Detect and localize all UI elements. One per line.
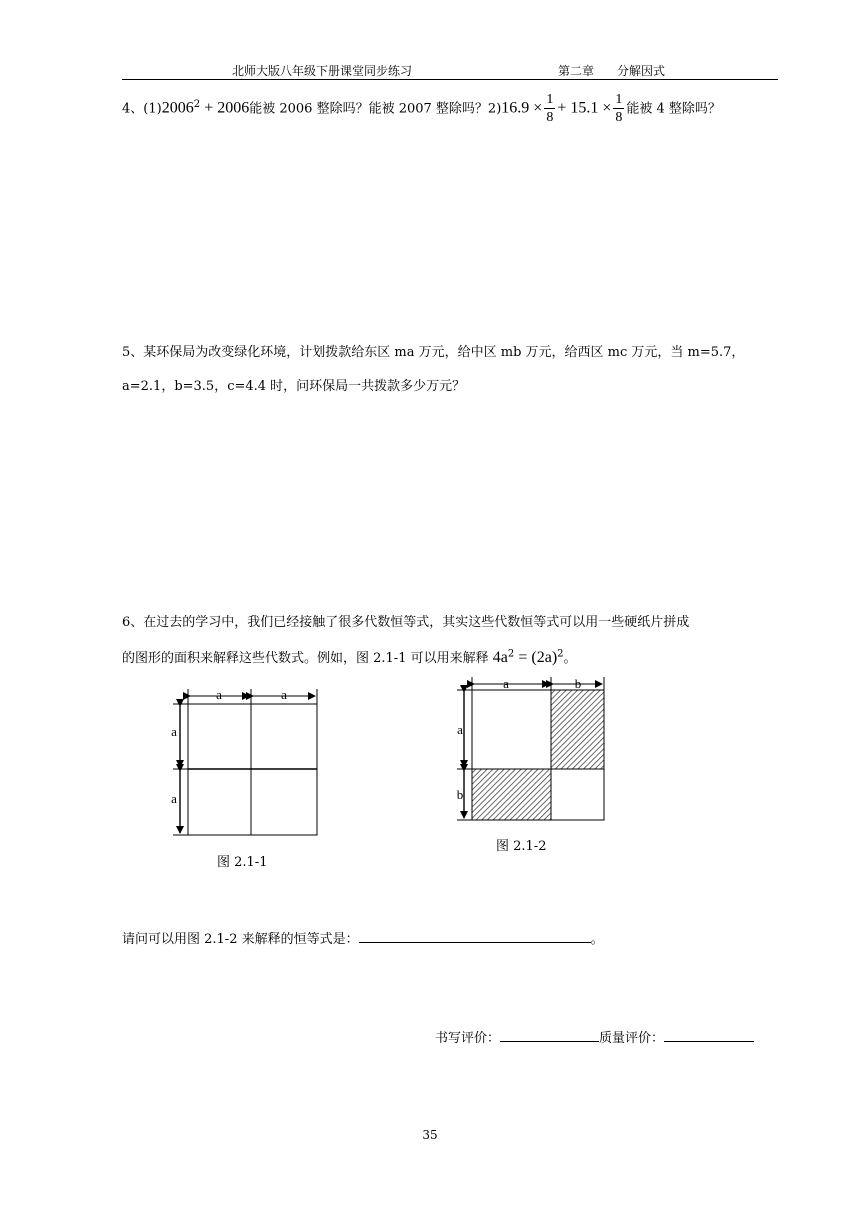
q6-line2-text: 的图形的面积来解释这些代数式。例如，图 2.1-1 可以用来解释: [122, 651, 489, 666]
q6-formula-lhs: 4a: [492, 649, 508, 666]
fig1-side-label-1: a: [171, 724, 177, 739]
header-title: 北师大版八年级下册课堂同步练习: [232, 64, 413, 78]
fig2-top-label-a: a: [503, 676, 509, 691]
fig1-top-label-2: a: [281, 687, 287, 702]
header-topic: 分解因式: [617, 64, 666, 78]
fig1-side-label-2: a: [171, 791, 177, 806]
writing-eval-label: 书写评价：: [435, 1031, 501, 1046]
q4-expr2-b: + 15.1 ×: [557, 99, 612, 117]
fig2-caption: 图 2.1-2: [496, 839, 547, 854]
q4-expr1-exp: 2: [193, 99, 201, 110]
fig2-hatched-rect-bottom-left: [472, 769, 551, 820]
q4-prefix: 4、(1): [122, 101, 162, 117]
header-chapter: 第二章: [558, 64, 595, 78]
q6-line2: [122, 647, 577, 667]
identity-question-text: 请问可以用图 2.1-2 来解释的恒等式是：: [122, 932, 359, 947]
evaluation-row: [435, 1027, 754, 1046]
q4-text1: 能被 2006 整除吗？能被 2007 整除吗？2): [249, 101, 502, 117]
page-number: 35: [422, 1128, 438, 1142]
question-4: [122, 88, 721, 126]
q6-formula-rhs-exp: 2: [557, 648, 564, 660]
q4-expr1-base: 2006: [161, 99, 194, 117]
figure-2-1-2: [448, 672, 613, 827]
header-rule: [122, 79, 778, 80]
q4-expr2-a: 16.9 ×: [501, 99, 543, 117]
q4-expr1-rest: + 2006: [204, 99, 250, 117]
fig1-top-label-1: a: [216, 687, 222, 702]
q6-formula-rhs: = (2a): [518, 649, 558, 666]
fig1-caption: 图 2.1-1: [217, 855, 268, 870]
writing-eval-blank[interactable]: [500, 1031, 599, 1042]
quality-eval-blank[interactable]: [664, 1031, 754, 1042]
fig2-top-label-b: b: [574, 676, 582, 691]
q4-fraction-1: $\frac{1}{8}$: [546, 92, 554, 126]
q6-formula-lhs-exp: 2: [507, 648, 515, 660]
q5-line2: a=2.1，b=3.5，c=4.4 时，问环保局一共拨款多少万元？: [122, 379, 466, 394]
q4-text2: 能被 4 整除吗？: [626, 101, 721, 117]
fig2-side-label-a: a: [457, 722, 463, 737]
quality-eval-label: 质量评价：: [599, 1031, 665, 1046]
fig2-side-label-b: b: [456, 787, 464, 802]
q5-line1: 5、某环保局为改变绿化环境，计划拨款给东区 ma 万元，给中区 mb 万元，给西区 mc 万元，当 m=5.7，: [122, 345, 745, 360]
q4-fraction-2: $\frac{1}{8}$: [615, 92, 623, 126]
q6-line2-end: 。: [563, 651, 577, 666]
identity-question: [122, 928, 604, 947]
fig2-hatched-rect-top-right: [551, 690, 604, 769]
figure-2-1-1: [160, 686, 335, 846]
q6-line1: 6、在过去的学习中，我们已经接触了很多代数恒等式，其实这些代数恒等式可以用一些硬纸片拼成: [122, 615, 690, 630]
identity-answer-blank[interactable]: [359, 932, 591, 943]
identity-question-end: 。: [590, 932, 604, 947]
